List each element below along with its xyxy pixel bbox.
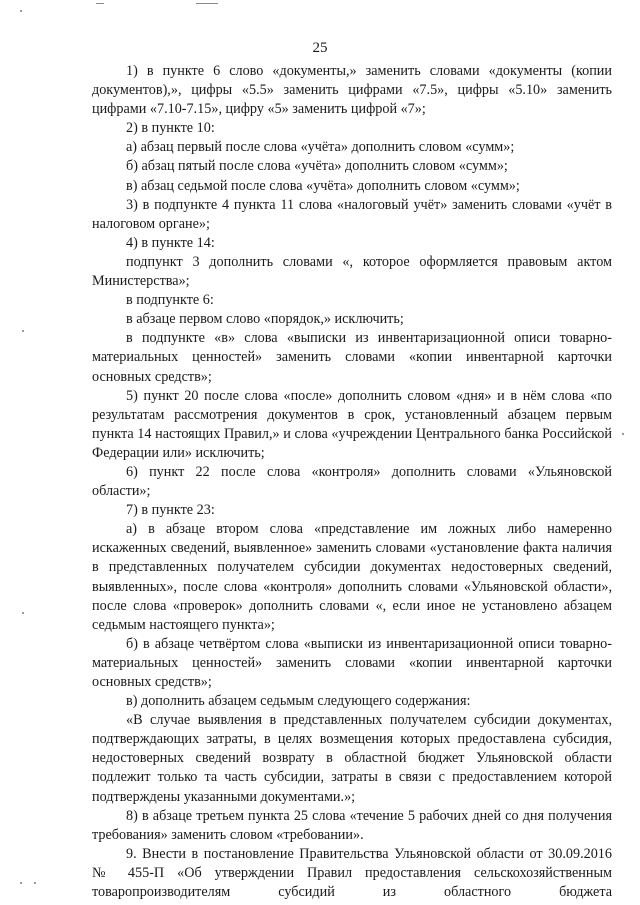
paragraph: 5) пункт 20 после слова «после» дополнить словом «дня» и в нём слова «по результатам рассмотрения документов в срок, установленный абзацем первым пункта 14 настоящих Правил,» и слова «учреждении Центрального банка Российской Федерации или» исключить; <box>92 387 612 461</box>
paragraph: 2) в пункте 10: <box>126 120 215 137</box>
paragraph: в подпункте 6: <box>126 292 214 309</box>
paragraph: 4) в пункте 14: <box>126 234 215 251</box>
document-body <box>92 62 612 902</box>
paragraph: 9. Внести в постановление Правительства Ульяновской области от 30.09.2016 № 455-П «Об утверждении Правил предоставления сельскохозяйственным товаропроизводителям субсидий из областного бюджета <box>92 845 612 901</box>
scan-artifact <box>22 330 24 332</box>
paragraph: 7) в пункте 23: <box>126 502 215 519</box>
paragraph: а) абзац первый после слова «учёта» дополнить словом «сумм»; <box>126 139 515 156</box>
page-number: 25 <box>312 40 328 56</box>
paragraph: в) абзац седьмой после слова «учёта» дополнить словом «сумм»; <box>126 177 520 194</box>
paragraph: «В случае выявления в представленных получателем субсидии документах, подтверждающих затраты, в целях возмещения которых предоставлена субсидия, недостоверных сведений возврату в областной бюджет Ульяновской области подлежит только та часть субсидии, затраты в связи с предоставлением которой подтверждены указанными документами.»; <box>92 712 612 805</box>
paragraph: в абзаце первом слово «порядок,» исключить; <box>126 311 404 328</box>
paragraph: а) в абзаце втором слова «представление им ложных либо намеренно искаженных сведений, выявленное» заменить словами «установление факта наличия в представленных получателем субсидии документах недостоверных сведений, выявленных», после слова «контроля» дополнить словами «Ульяновской области», после слова «проверок» дополнить словами «, если иное не установлено абзацем седьмым настоящего пункта»; <box>92 521 612 633</box>
scan-artifact <box>96 3 104 4</box>
scan-artifact <box>20 882 22 884</box>
scan-artifact <box>20 10 22 12</box>
scan-artifact <box>22 612 24 614</box>
paragraph: б) в абзаце четвёртом слова «выписки из инвентаризационной описи товарно-материальных ценностей» заменить словами «копии инвентарной карточки основных средств»; <box>92 635 612 690</box>
scan-artifact <box>34 882 36 884</box>
paragraph: б) абзац пятый после слова «учёта» дополнить словом «сумм»; <box>126 158 508 175</box>
paragraph: подпункт 3 дополнить словами «, которое оформляется правовым актом Министерства»; <box>92 253 612 290</box>
paragraph: в) дополнить абзацем седьмым следующего содержания: <box>126 693 471 710</box>
paragraph: 3) в подпункте 4 пункта 11 слова «налоговый учёт» заменить словами «учёт в налоговом органе»; <box>92 196 612 232</box>
scan-artifact <box>196 3 218 4</box>
paragraph: 8) в абзаце третьем пункта 25 слова «течение 5 рабочих дней со дня получения требования» заменить словом «требовании». <box>92 807 612 843</box>
scan-artifact <box>622 433 624 435</box>
paragraph: 6) пункт 22 после слова «контроля» дополнить словами «Ульяновской области»; <box>92 463 612 500</box>
paragraph: 1) в пункте 6 слово «документы,» заменить словами «документы (копии документов),», цифры «5.5» заменить цифрами «7.5», цифры «5.10» заменить цифрами «7.10-7.15», цифру «5» заменить цифрой «7»; <box>92 63 612 118</box>
paragraph: в подпункте «в» слова «выписки из инвентаризационной описи товарно-материальных ценностей» заменить словами «копии инвентарной карточки основных средств»; <box>92 330 612 385</box>
